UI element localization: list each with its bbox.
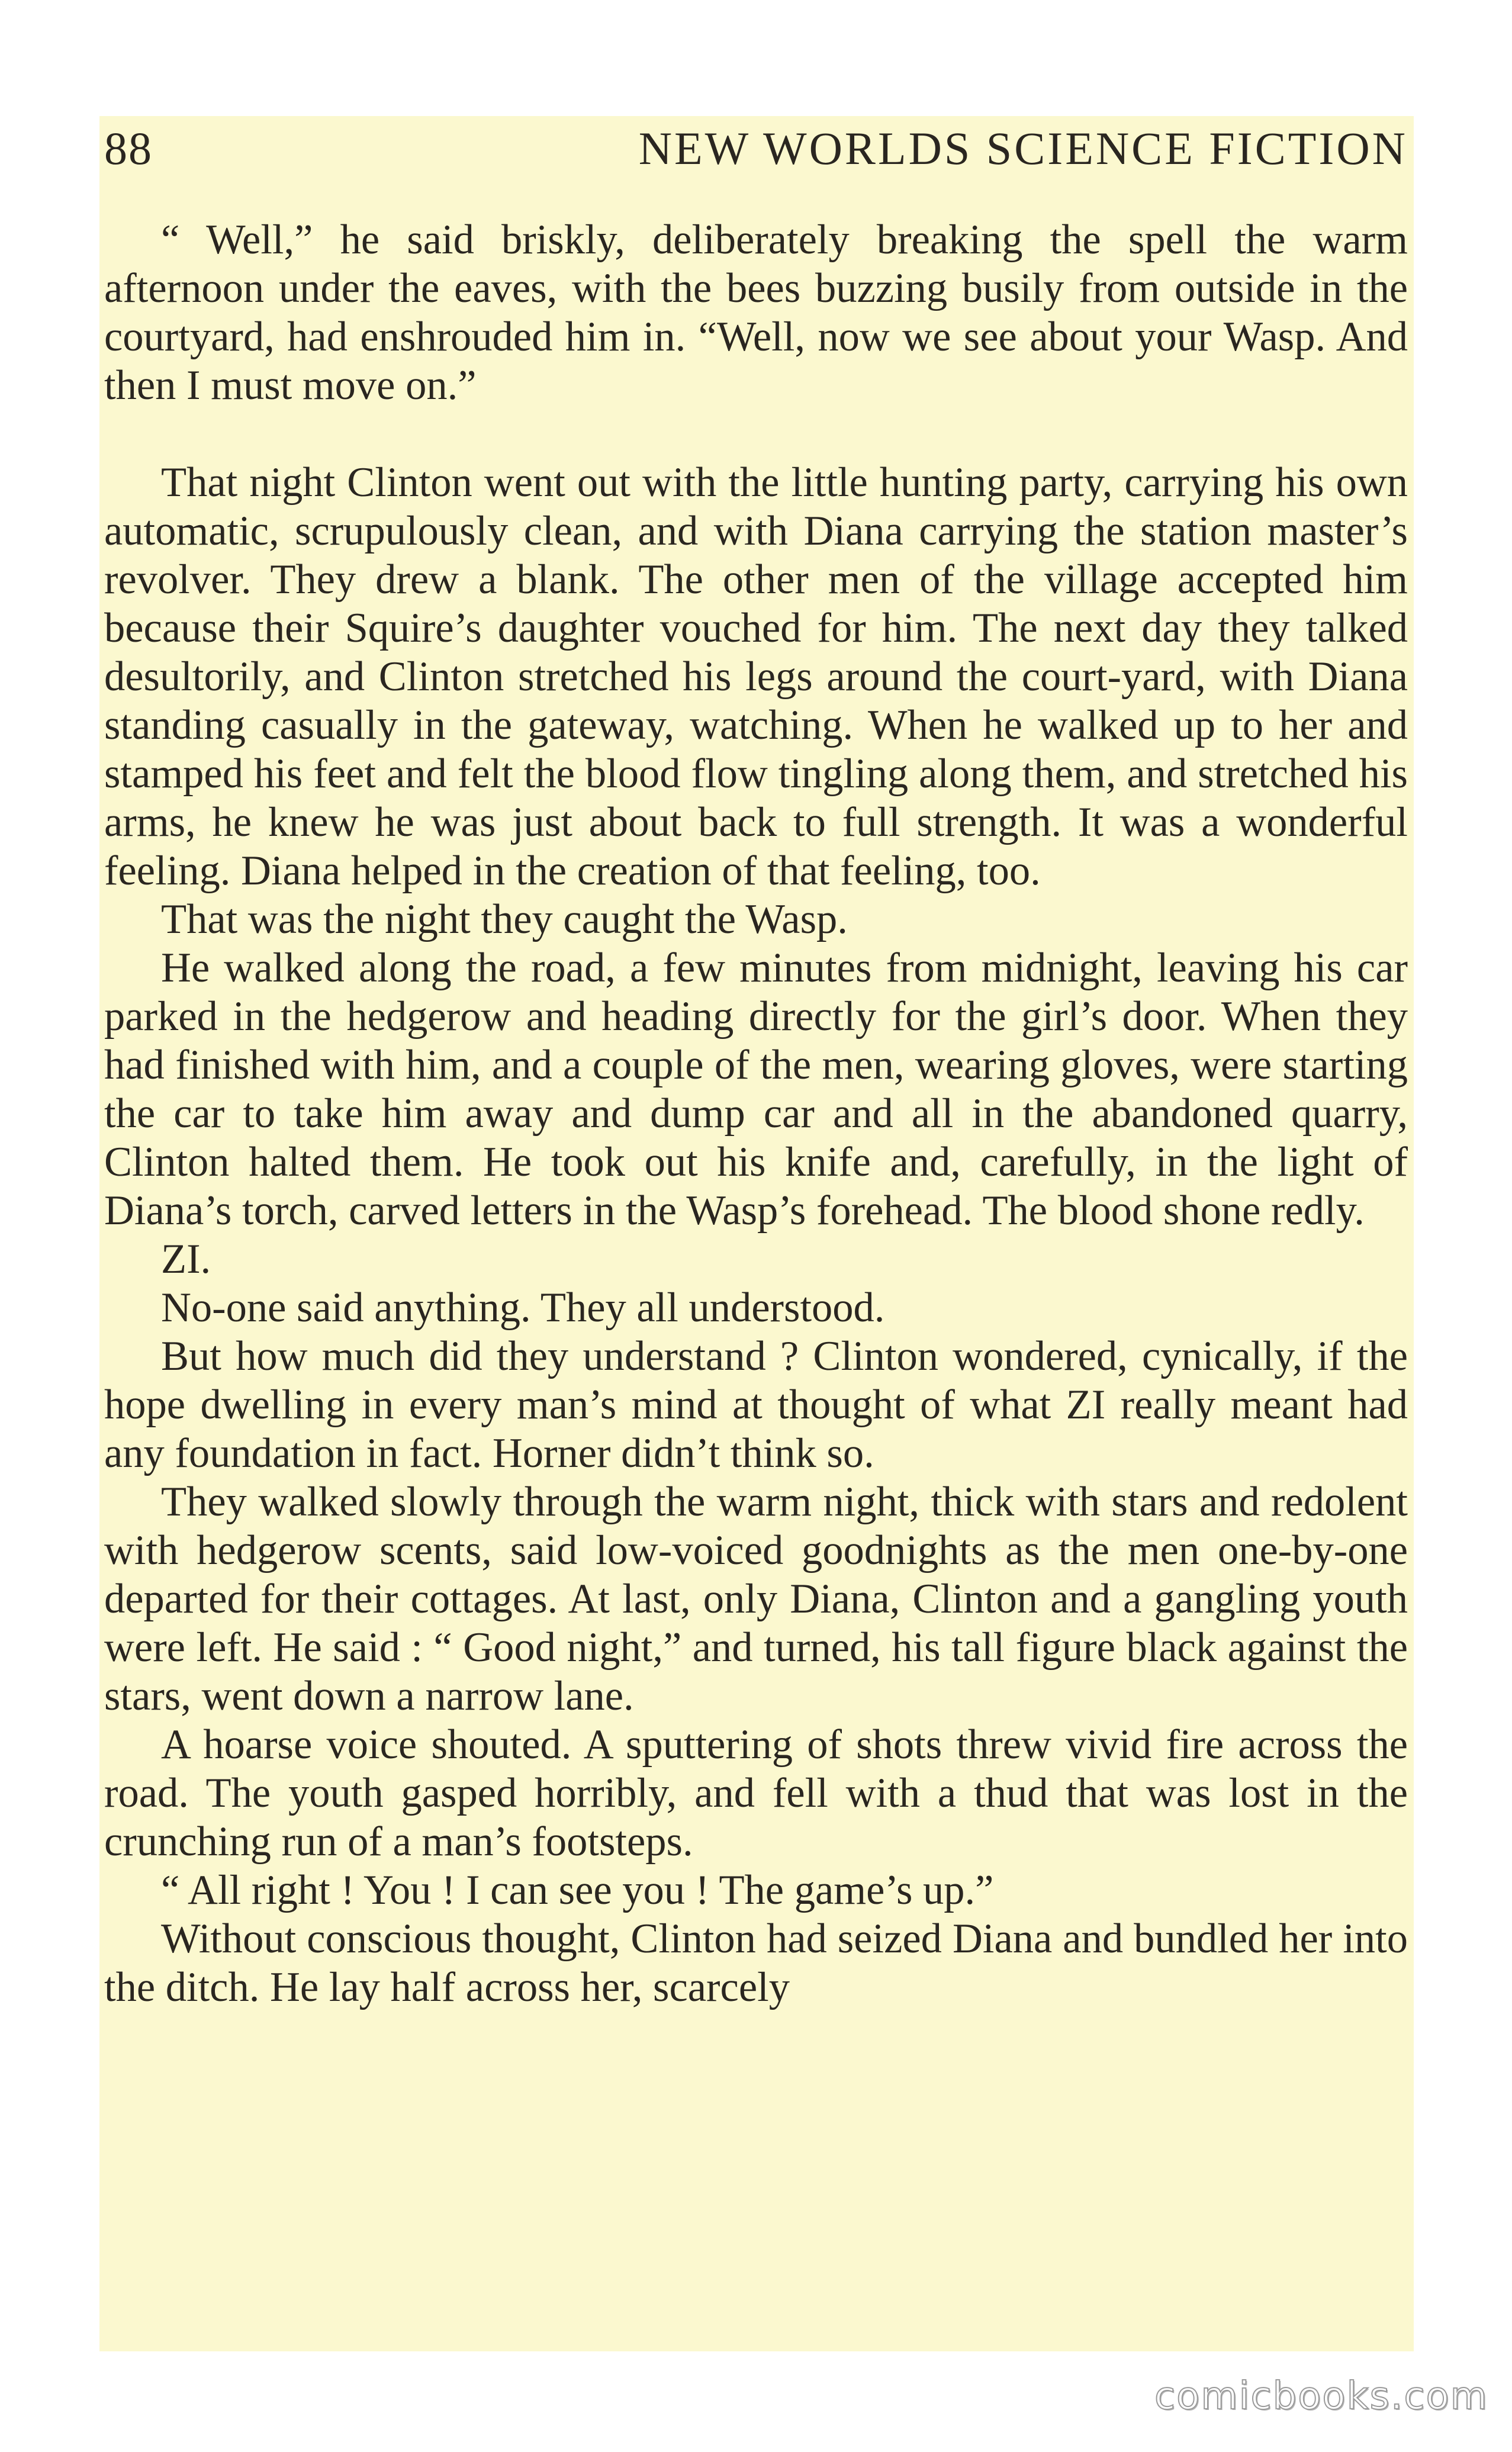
paragraph-8: They walked slowly through the warm night, thick with stars and redolent with hedgerow scents, said low-voiced goodnights as the men one-by-one departed for their cottages. At last, only Diana, Clinton and a gangling youth were left. He said : “ Good night,” and turned, his tall figure black against the stars, went down a narrow lane.: [104, 1479, 1408, 1719]
paragraph-2: That night Clinton went out with the little hunting party, carrying his own automatic, scrupulously clean, and with Diana carrying the station master’s revolver. They drew a blank. The other men of the village accepted him because their Squire’s daughter vouched for him. The next day they talked desultorily, and Clinton stretched his legs around the court-yard, with Diana standing casually in the gateway, watching. When he walked up to her and stamped his feet and felt the blood flow tingling along them, and stretched his arms, he knew he was just about back to full strength. It was a wonderful feeling. Diana helped in the creation of that feeling, too.: [104, 459, 1408, 894]
paragraph-4: He walked along the road, a few minutes from midnight, leaving his car parked in the hedgerow and heading directly for the girl’s door. When they had finished with him, and a couple of the men, wearing gloves, were starting the car to take him away and dump car and all in the abandoned quarry, Clinton halted them. He took out his knife and, carefully, in the light of Diana’s torch, carved letters in the Wasp’s forehead. The blood shone redly.: [104, 945, 1408, 1234]
magazine-page: [99, 116, 1414, 2351]
running-head: [99, 116, 1414, 181]
page-number: 88: [104, 123, 153, 174]
paragraph-7: But how much did they understand ? Clinton wondered, cynically, if the hope dwelling in every man’s mind at thought of what ZI really meant had any foundation in fact. Horner didn’t think so.: [104, 1333, 1408, 1476]
watermark: comicbooks.com: [1154, 2374, 1488, 2418]
paragraph-3: That was the night they caught the Wasp.: [161, 896, 848, 942]
paragraph-6: No-one said anything. They all understood.: [161, 1285, 885, 1331]
paragraph-11: Without conscious thought, Clinton had seized Diana and bundled her into the ditch. He lay half across her, scarcely: [104, 1916, 1408, 2010]
section-break: [104, 410, 1408, 458]
paragraph-1: “ Well,” he said briskly, deliberately breaking the spell the warm afternoon under the eaves, with the bees buzzing busily from outside in the courtyard, had enshrouded him in. “Well, now we see about your Wasp. And then I must move on.”: [104, 217, 1408, 408]
story-text: [104, 215, 1408, 2012]
paragraph-9: A hoarse voice shouted. A sputtering of shots threw vivid fire across the road. The youth gasped horribly, and fell with a thud that was lost in the crunching run of a man’s footsteps.: [104, 1721, 1408, 1865]
paragraph-5: ZI.: [161, 1236, 211, 1282]
paragraph-10: “ All right ! You ! I can see you ! The game’s up.”: [161, 1867, 994, 1913]
journal-title: NEW WORLDS SCIENCE FICTION: [638, 123, 1408, 174]
